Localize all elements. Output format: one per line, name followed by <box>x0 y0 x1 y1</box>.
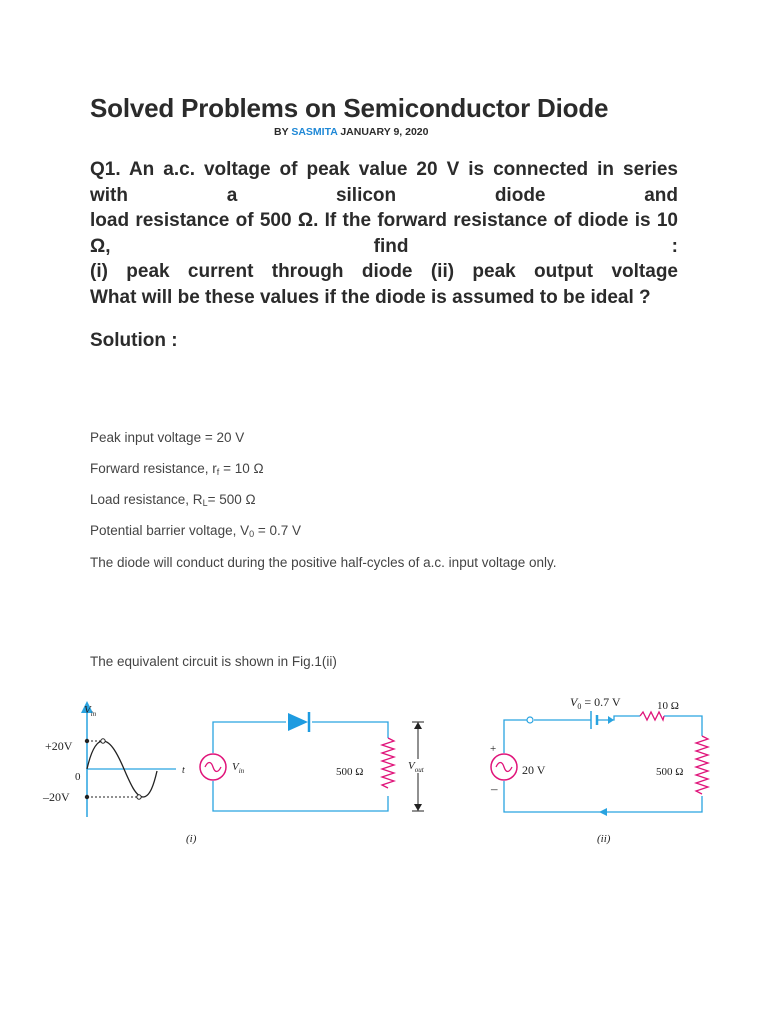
load-500-label: 500 Ω <box>656 766 684 778</box>
circuit-ii <box>490 695 708 845</box>
question-line <box>90 285 678 311</box>
input-waveform <box>42 704 185 817</box>
ac-source-icon <box>200 754 226 780</box>
plus-20v-label: +20V <box>45 739 73 753</box>
question-fragment: diode <box>494 184 546 206</box>
question-line <box>90 183 678 209</box>
forward-resistor-icon <box>640 712 664 720</box>
byline <box>274 126 428 138</box>
minus-sign: – <box>491 781 498 796</box>
return-arrow-icon <box>599 808 607 816</box>
minus-20v-label: –20V <box>43 790 70 804</box>
v0-label: $V_0 = 0.7$ V <box>570 695 621 711</box>
question-fragment: find <box>373 235 409 257</box>
trough-dot <box>85 795 89 799</box>
plus-sign: + <box>490 743 497 755</box>
load-resistor-icon <box>696 736 708 794</box>
caption-ii: (ii) <box>597 833 611 845</box>
trough-point <box>137 795 141 799</box>
diode-icon <box>288 712 309 732</box>
question-fragment: with <box>90 184 128 206</box>
question-line <box>90 259 678 285</box>
question-fragment: Q1. An a.c. voltage of peak value 20 V is connected in series <box>90 159 678 180</box>
question-line <box>90 234 678 260</box>
ac-source-icon <box>491 754 517 780</box>
question-fragment: load resistance of 500 Ω. If the forward resistance of diode is 10 <box>90 210 678 232</box>
current-arrow-icon <box>608 716 614 724</box>
byline-by: BY <box>274 126 289 138</box>
given-peak-input: Peak input voltage = 20 V <box>90 430 245 445</box>
question-fragment: Ω, <box>90 235 111 257</box>
circuit-figure <box>30 685 730 855</box>
rf-label: 10 Ω <box>657 700 679 712</box>
question-fragment: a <box>226 184 238 206</box>
vout-label: $V_{out}$ <box>408 760 424 774</box>
author-link[interactable]: SASMITA <box>291 126 338 138</box>
battery-icon <box>591 711 597 729</box>
given-forward-resistance <box>90 461 264 476</box>
article-title: Solved Problems on Semiconductor Diode <box>90 93 609 123</box>
given-text: Potential barrier voltage, V <box>90 523 250 538</box>
question-fragment: and <box>644 184 678 206</box>
time-label: t <box>182 765 185 776</box>
given-load-resistance <box>90 492 256 507</box>
question-fragment: (i) peak current through diode (ii) peak output voltage <box>90 261 678 283</box>
byline-date: JANUARY 9, 2020 <box>340 126 429 138</box>
question-text <box>90 157 678 311</box>
peak-point <box>101 739 105 743</box>
waveform-axis-label: $V_{in}$ <box>84 704 97 718</box>
question-fragment: : <box>671 235 678 257</box>
subscript: 0 <box>249 529 255 539</box>
given-text: = 10 Ω <box>219 461 264 476</box>
load-500-label: 500 Ω <box>336 766 364 778</box>
given-text: = 0.7 V <box>254 523 302 538</box>
source-20v-label: 20 V <box>522 763 546 777</box>
circuit-i <box>186 712 431 845</box>
solution-heading: Solution : <box>90 330 178 351</box>
zero-label: 0 <box>75 771 81 783</box>
peak-dot <box>85 739 89 743</box>
subscript: L <box>202 498 208 508</box>
vin-label: $V_{in}$ <box>232 761 245 775</box>
given-text: = 500 Ω <box>207 492 256 507</box>
terminal-icon <box>527 717 533 723</box>
equivalent-circuit-note: The equivalent circuit is shown in Fig.1(ii) <box>90 654 337 669</box>
conduction-note: The diode will conduct during the positive half-cycles of a.c. input voltage only. <box>90 555 557 570</box>
question-line <box>90 157 678 183</box>
caption-i: (i) <box>186 833 197 845</box>
given-text: Forward resistance, r <box>90 461 217 476</box>
question-fragment: silicon <box>335 184 397 206</box>
given-text: Load resistance, R <box>90 492 203 507</box>
question-line <box>90 208 678 234</box>
subscript: f <box>216 467 220 477</box>
given-barrier-voltage <box>90 523 301 538</box>
resistor-icon <box>382 738 394 788</box>
question-fragment: What will be these values if the diode is assumed to be ideal ? <box>90 286 651 308</box>
